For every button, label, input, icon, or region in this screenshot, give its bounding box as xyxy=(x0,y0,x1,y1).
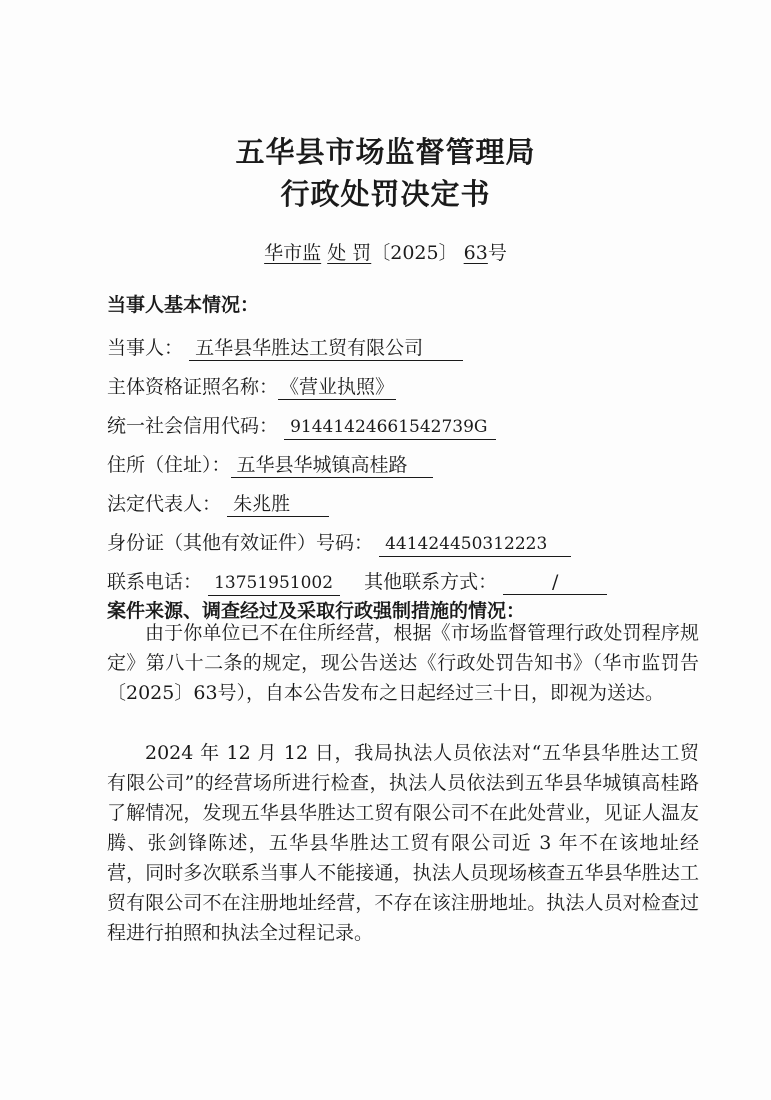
other-contact-label: 其他联系方式： xyxy=(364,571,498,593)
case-paragraph-1: 由于你单位已不在住所经营，根据《市场监督管理行政处罚程序规定》第八十二条的规定，现公告送达《行政处罚告知书》（华市监罚告〔2025〕63号），自本公告发布之日起经过三十日，即视为送达。 xyxy=(107,622,699,704)
party-value: 五华县华胜达工贸有限公司 xyxy=(189,336,463,361)
credit-code-value: 91441424661542739G xyxy=(284,415,496,440)
document-number xyxy=(0,238,771,265)
case-heading: 案件来源、调查经过及采取行政强制措施的情况： xyxy=(107,600,526,622)
basic-info-heading: 当事人基本情况： xyxy=(107,294,260,316)
case-paragraph-2: 2024 年 12 月 12 日，我局执法人员依法对“五华县华胜达工贸有限公司”的经营场所进行检查，执法人员依法到五华县华城镇高桂路了解情况，发现五华县华胜达工贸有限公司不在此处营业，见证人温友腾、张剑锋陈述，五华县华胜达工贸有限公司近 3 年不在该地址经营，同时多次联系当事人不能接通，执法人员现场核查五华县华胜达工贸有限公司不在注册地址经营，不存在该注册地址。执法人员对检查过程进行拍照和执法全过程记录。 xyxy=(107,742,699,944)
doc-number-suffix: 号 xyxy=(487,242,507,264)
id-number-row xyxy=(107,528,571,557)
doc-number-prefix: 华市监 xyxy=(264,242,322,264)
id-number-value: 441424450312223 xyxy=(379,532,571,557)
document-type-title: 行政处罚决定书 xyxy=(280,177,491,211)
phone-value: 13751951002 xyxy=(208,571,340,596)
contact-row xyxy=(107,567,607,596)
credit-code-label: 统一社会信用代码： xyxy=(107,415,279,437)
legal-rep-row xyxy=(107,489,329,517)
doc-number-year: 〔2025〕 xyxy=(371,242,458,264)
id-number-label: 身份证（其他有效证件）号码： xyxy=(107,532,374,554)
license-row xyxy=(107,372,396,400)
agency-title: 五华县市场监督管理局 xyxy=(235,135,536,169)
license-value: 《营业执照》 xyxy=(280,376,395,398)
legal-rep-label: 法定代表人： xyxy=(107,493,222,515)
address-label: 住所（住址）： xyxy=(107,454,231,476)
credit-code-row xyxy=(107,411,496,440)
doc-number-num: 63 xyxy=(463,242,488,264)
address-row xyxy=(107,450,433,478)
phone-label: 联系电话： xyxy=(107,571,203,593)
party-label: 当事人： xyxy=(107,337,184,359)
doc-number-mid: 处 罚 xyxy=(327,242,372,264)
other-contact-value: / xyxy=(503,570,607,595)
license-label: 主体资格证照名称： xyxy=(107,376,279,398)
legal-rep-value: 朱兆胜 xyxy=(227,492,329,517)
address-value: 五华县华城镇高桂路 xyxy=(231,453,433,478)
party-row xyxy=(107,333,463,361)
